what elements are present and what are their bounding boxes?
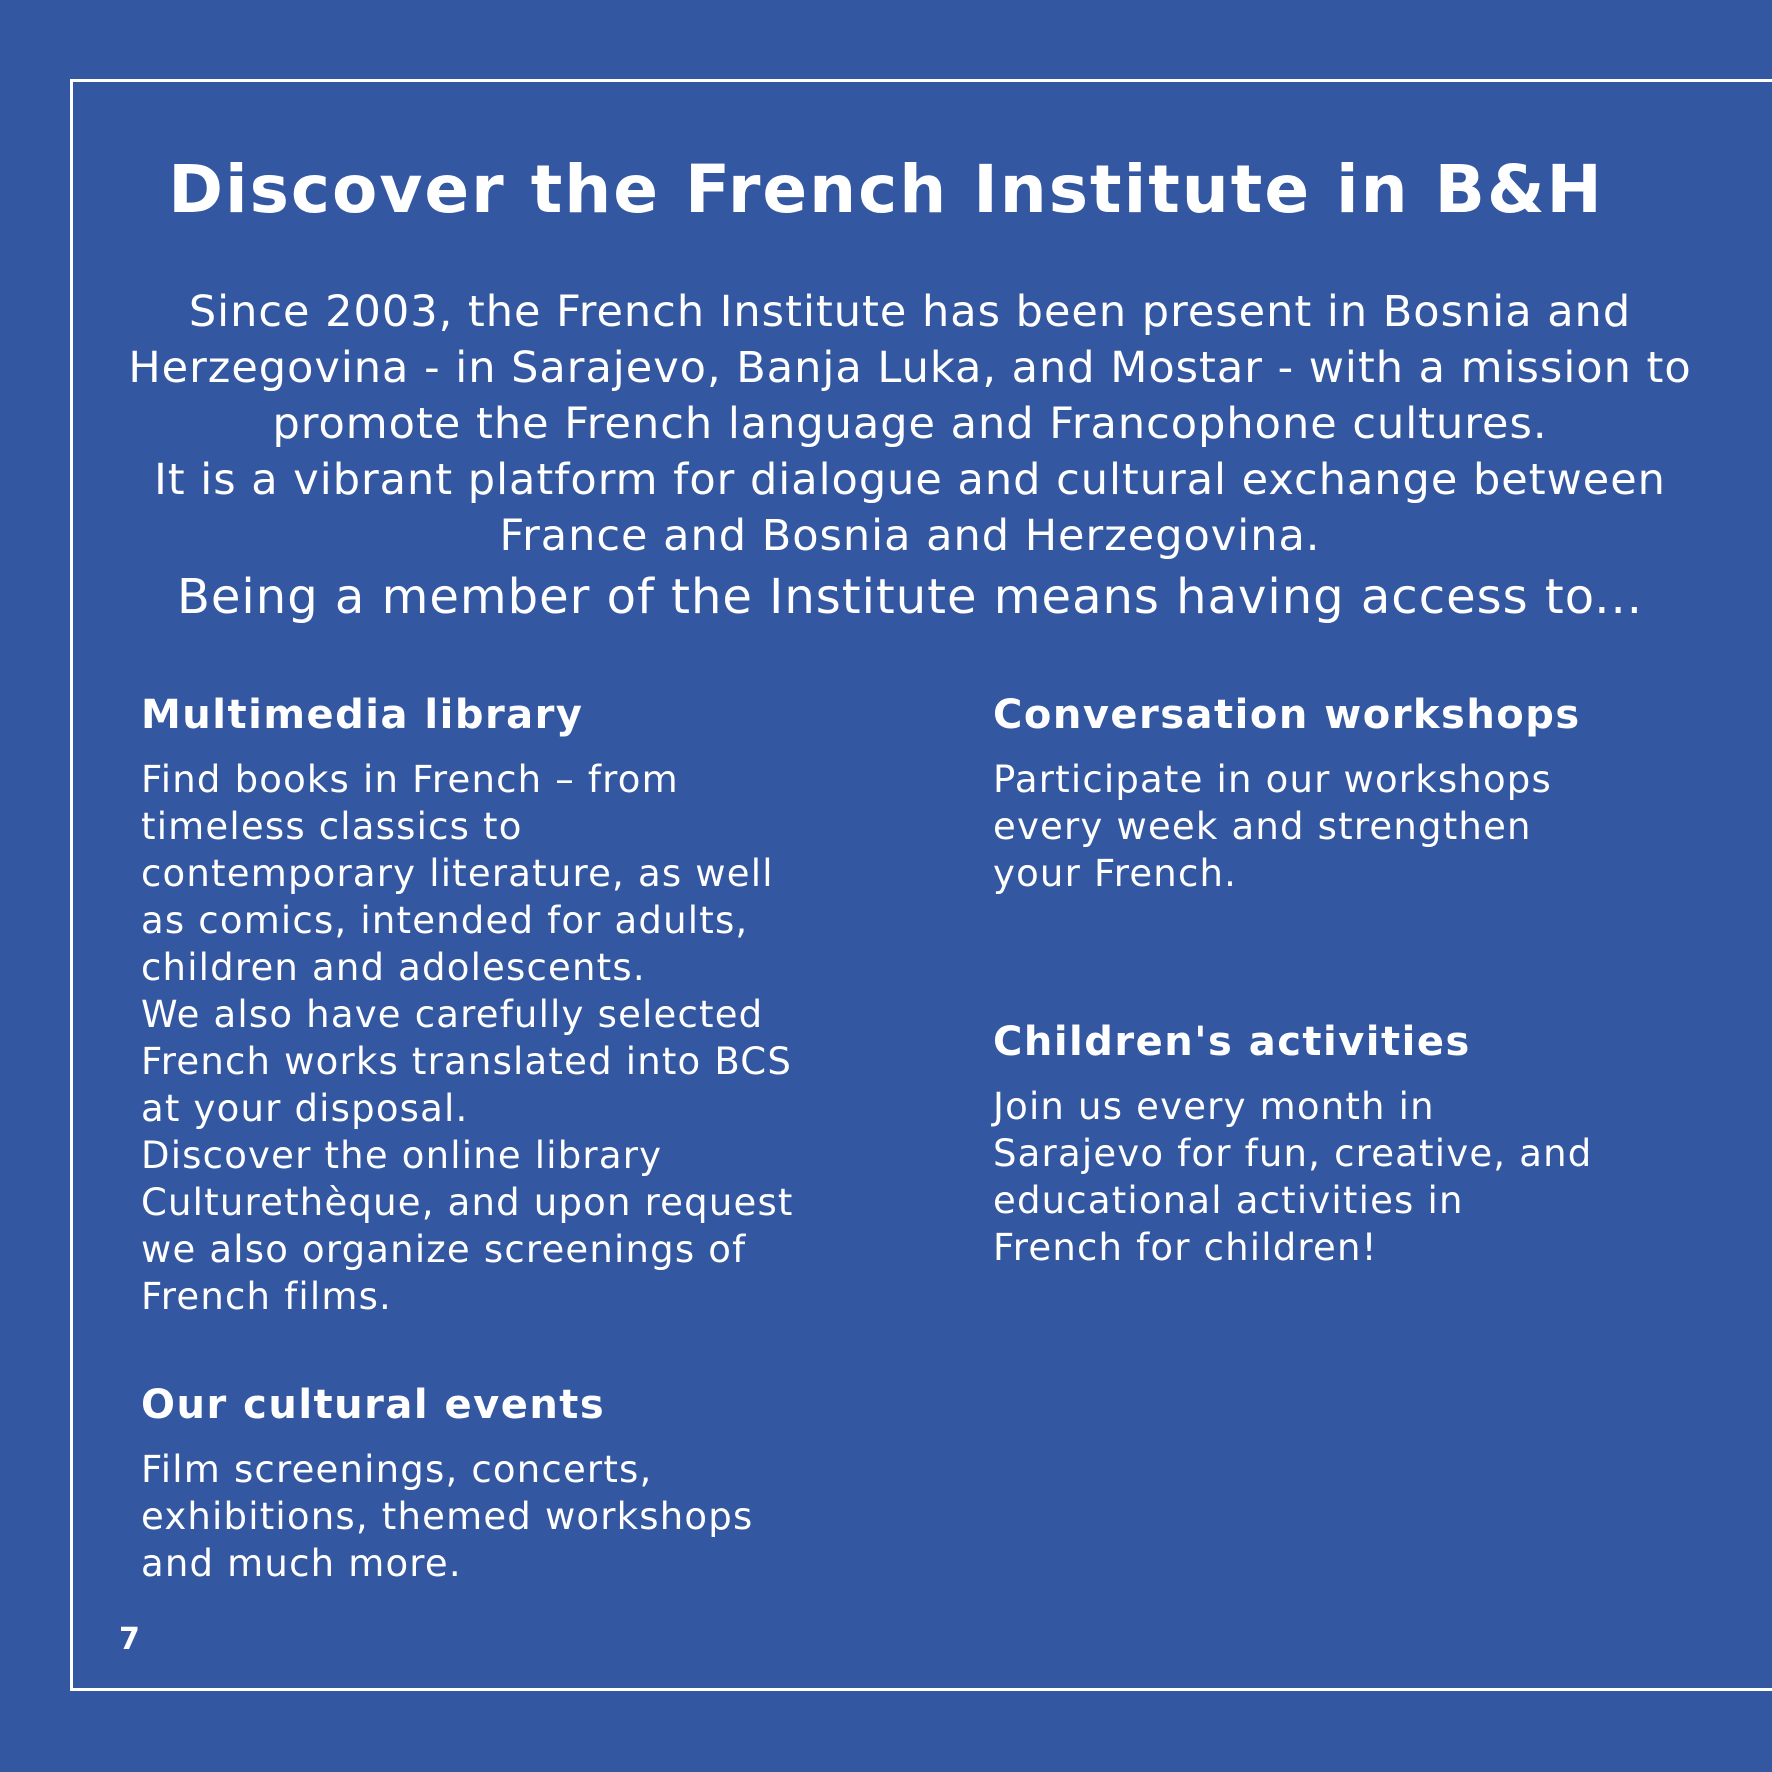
section-conversation-workshops — [993, 690, 1713, 897]
section-heading: Conversation workshops — [993, 692, 1581, 738]
section-childrens-activities — [993, 1017, 1713, 1271]
section-text: Join us every month in Sarajevo for fun, creative, and educational activities in French for children! — [993, 1085, 1593, 1269]
section-text: Participate in our workshops every week and strengthen your French. — [993, 758, 1552, 895]
section-heading: Multimedia library — [141, 692, 584, 738]
intro-paragraph: Since 2003, the French Institute has been present in Bosnia and Herzegovina - in Sarajevo, Banja Luka, and Mostar - with a mission to promote the French language and Francophone cultures. — [128, 287, 1692, 449]
intro-block — [100, 284, 1720, 630]
page-number: 7 — [119, 1622, 140, 1657]
membership-access-line: Being a member of the Institute means having access to... — [176, 569, 1644, 625]
page-title: Discover the French Institute in B&H — [168, 151, 1604, 228]
section-multimedia-library — [141, 690, 861, 1320]
section-heading: Our cultural events — [141, 1382, 606, 1428]
intro-paragraph-2: It is a vibrant platform for dialogue and cultural exchange between France and Bosnia and Herzegovina. — [154, 455, 1666, 561]
section-heading: Children's activities — [993, 1019, 1471, 1065]
section-cultural-events — [141, 1380, 861, 1587]
section-text: Find books in French – from timeless classics to contemporary literature, as well as comics, intended for adults, children and adolescents. We also have carefully selected French works translated into BCS at your disposal. Discover the online library Culturethèque, and upon request we also organize screenings of French films. — [141, 758, 794, 1318]
section-text: Film screenings, concerts, exhibitions, themed workshops and much more. — [141, 1448, 754, 1585]
